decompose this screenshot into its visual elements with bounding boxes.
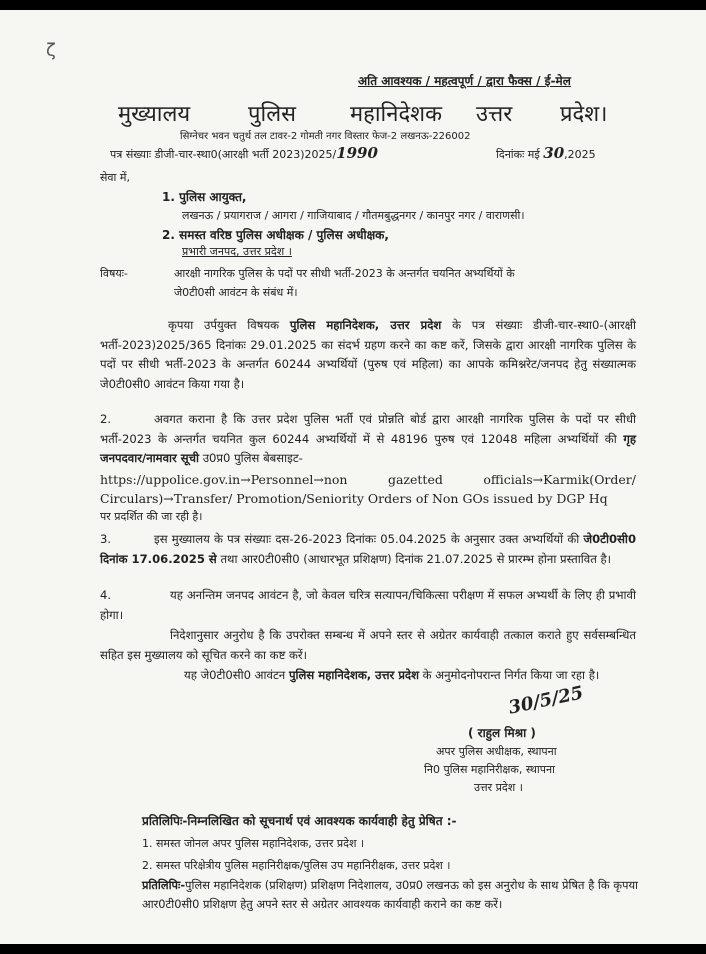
copy-3-label: प्रतिलिपिः- <box>142 878 186 892</box>
copy-3-text: पुलिस महानिदेशक (प्रशिक्षण) प्रशिक्षण निदेशालय, उ0प्र0 लखनऊ को इस अनुरोध के साथ प्रेषित है कि कृपया आर0टी0सी0 प्रशिक्षण हेतु अपने स्तर से अग्रेतर आवश्यक कार्यवाही कराने का कष्ट करें। <box>142 878 638 911</box>
signatory-designation-3: उत्तर प्रदेश । <box>474 781 523 794</box>
paragraph-5 <box>100 626 636 665</box>
p3-number: 3. <box>100 532 112 546</box>
date-year: ,2025 <box>564 148 596 161</box>
website-path-line-1: https://uppolice.gov.in→Personnel→non gazetted officials→Karmik(Order/ <box>100 472 636 487</box>
p2-tail: पर प्रदर्शित की जा रही है। <box>100 510 203 523</box>
salutation: सेवा में, <box>100 171 130 184</box>
recipient-1-places: लखनऊ / प्रयागराज / आगरा / गाजियाबाद / गौतमबुद्धनगर / कानपुर नगर / वाराणसी। <box>182 209 525 222</box>
p6-text-a: यह जे0टी0सी0 आवंटन <box>184 668 286 682</box>
margin-mark: ζ <box>46 40 56 61</box>
paragraph-6 <box>100 666 636 686</box>
date-day-handwritten: 30 <box>543 144 565 162</box>
p3-bold: जे0टी0सी0 दिनांक 17.06.2025 से <box>100 532 637 566</box>
letter-date <box>496 144 596 162</box>
signatory-designation-1: अपर पुलिस अधीक्षक, स्थापना <box>436 745 557 758</box>
recipient-1-title: 1. पुलिस आयुक्त, <box>162 190 247 204</box>
website-path-line-2: Circulars)→Transfer/ Promotion/Seniority Orders of Non GOs issued by DGP Hq <box>100 491 608 506</box>
letter-ref <box>110 144 378 162</box>
p2-text-b: उ0प्र0 पुलिस बेबसाइट- <box>202 451 303 465</box>
priority-line: अति आवश्यक / महत्वपूर्ण / द्वारा फैक्स / ई-मेल <box>358 74 571 88</box>
copy-item-3 <box>142 876 638 914</box>
signatory-name: ( राहुल मिश्रा ) <box>468 726 536 740</box>
subject-line-1: आरक्षी नागरिक पुलिस के पदों पर सीधी भर्ती-2023 के अन्तर्गत चयनित अभ्यर्थियों के <box>174 267 515 280</box>
org-word-2: पुलिस <box>248 102 296 127</box>
paragraph-3 <box>100 530 636 569</box>
p4-number: 4. <box>100 588 112 602</box>
p6-bold: पुलिस महानिदेशक, उत्तर प्रदेश <box>288 668 419 682</box>
recipient-2-sub: प्रभारी जनपद, उत्तर प्रदेश । <box>182 245 292 258</box>
p5-text: निदेशानुसार अनुरोध है कि उपरोक्त सम्बन्ध में अपने स्तर से अग्रेतर कार्यवाही तत्काल कराते हुए सर्वसम्बन्धित सहित इस मुख्यालय को सूचित करने का कष्ट करें। <box>100 628 636 662</box>
date-label: दिनांकः मई <box>496 148 540 161</box>
p3-text-a: इस मुख्यालय के पत्र संख्याः दस-26-2023 दिनांकः 05.04.2025 के अनुसार उक्त अभ्यर्थियों की <box>154 532 580 546</box>
copy-heading: प्रतिलिपिः-निम्नलिखित को सूचनार्थ एवं आवश्यक कार्यवाही हेतु प्रेषित :- <box>142 814 457 828</box>
recipient-2-title: 2. समस्त वरिष्ठ पुलिस अधीक्षक / पुलिस अधीक्षक, <box>162 228 389 242</box>
p6-text-b: के अनुमोदनोपरान्त निर्गत किया जा रहा है। <box>422 668 600 682</box>
paragraph-2 <box>100 410 636 469</box>
p2-text-a: अवगत कराना है कि उत्तर प्रदेश पुलिस भर्ती एवं प्रोन्नति बोर्ड द्वारा आरक्षी नागरिक पुलिस के पदों पर सीधी भर्ती-2023 के अन्तर्गत चयनित कुल 60244 अभ्यर्थियों में से 48196 पुरुष एवं 12048 महिला अभ्यर्थियों की <box>100 412 636 446</box>
copy-item-1: 1. समस्त जोनल अपर पुलिस महानिदेशक, उत्तर प्रदेश । <box>142 837 365 850</box>
p1-bold: पुलिस महानिदेशक, उत्तर प्रदेश <box>289 318 442 332</box>
p2-bold: गृह जनपदवार/नामवार सूची <box>100 431 636 465</box>
p4-text: यह अनन्तिम जनपद आवंटन है, जो केवल चरित्र सत्यापन/चिकित्सा परीक्षण में सफल अभ्यर्थी के लिए ही प्रभावी होगा। <box>100 588 636 622</box>
org-word-4: उत्तर <box>476 102 513 127</box>
letter-no-label: पत्र संख्याः डीजी-चार-स्था0(आरक्षी भर्ती 2023)2025/ <box>110 148 337 161</box>
letter-page <box>0 10 706 944</box>
paragraph-1 <box>100 316 636 394</box>
signatory-designation-2: नि0 पुलिस महानिरीक्षक, स्थापना <box>424 763 555 776</box>
org-word-5: प्रदेश। <box>560 102 608 127</box>
subject-line-2: जे0टी0सी आवंटन के संबंध में। <box>174 286 298 299</box>
paragraph-4 <box>100 586 636 625</box>
org-word-1: मुख्यालय <box>118 102 191 127</box>
handwritten-signature: 30/5/25 <box>506 682 586 719</box>
copy-item-2: 2. समस्त परिक्षेत्रीय पुलिस महानिरीक्षक/पुलिस उप महानिरीक्षक, उत्तर प्रदेश । <box>142 859 451 872</box>
p2-number: 2. <box>100 412 112 426</box>
p1-text-b: के पत्र संख्याः डीजी-चार-स्था0-(आरक्षी भर्ती-2023)2025/365 दिनांकः 29.01.2025 का संदर्भ ग्रहण करने का कष्ट करें, जिसके द्वारा आरक्षी नागरिक पुलिस के पदों पर सीधी भर्ती-2023 के अन्तर्गत 60244 अभ्यर्थियों (पुरुष एवं महिला) का आपके कमिश्नरेट/जनपद हेतु संख्यात्मक जे0टी0सी0 आवंटन किया गया है। <box>100 318 636 391</box>
p1-text-a: कृपया उर्पयुक्त विषयक <box>168 318 280 332</box>
subject-label: विषयः- <box>100 267 128 280</box>
office-address: सिग्नेचर भवन चतुर्थ तल टावर-2 गोमती नगर विस्तार फेज-2 लखनऊ-226002 <box>180 131 471 142</box>
letter-no-handwritten: 1990 <box>336 144 378 162</box>
p3-text-b: तथा आर0टी0सी0 (आधारभूत प्रशिक्षण) दिनांक 21.07.2025 से प्रारम्भ होना प्रस्तावित है। <box>220 551 612 566</box>
org-word-3: महानिदेशक <box>350 102 442 127</box>
